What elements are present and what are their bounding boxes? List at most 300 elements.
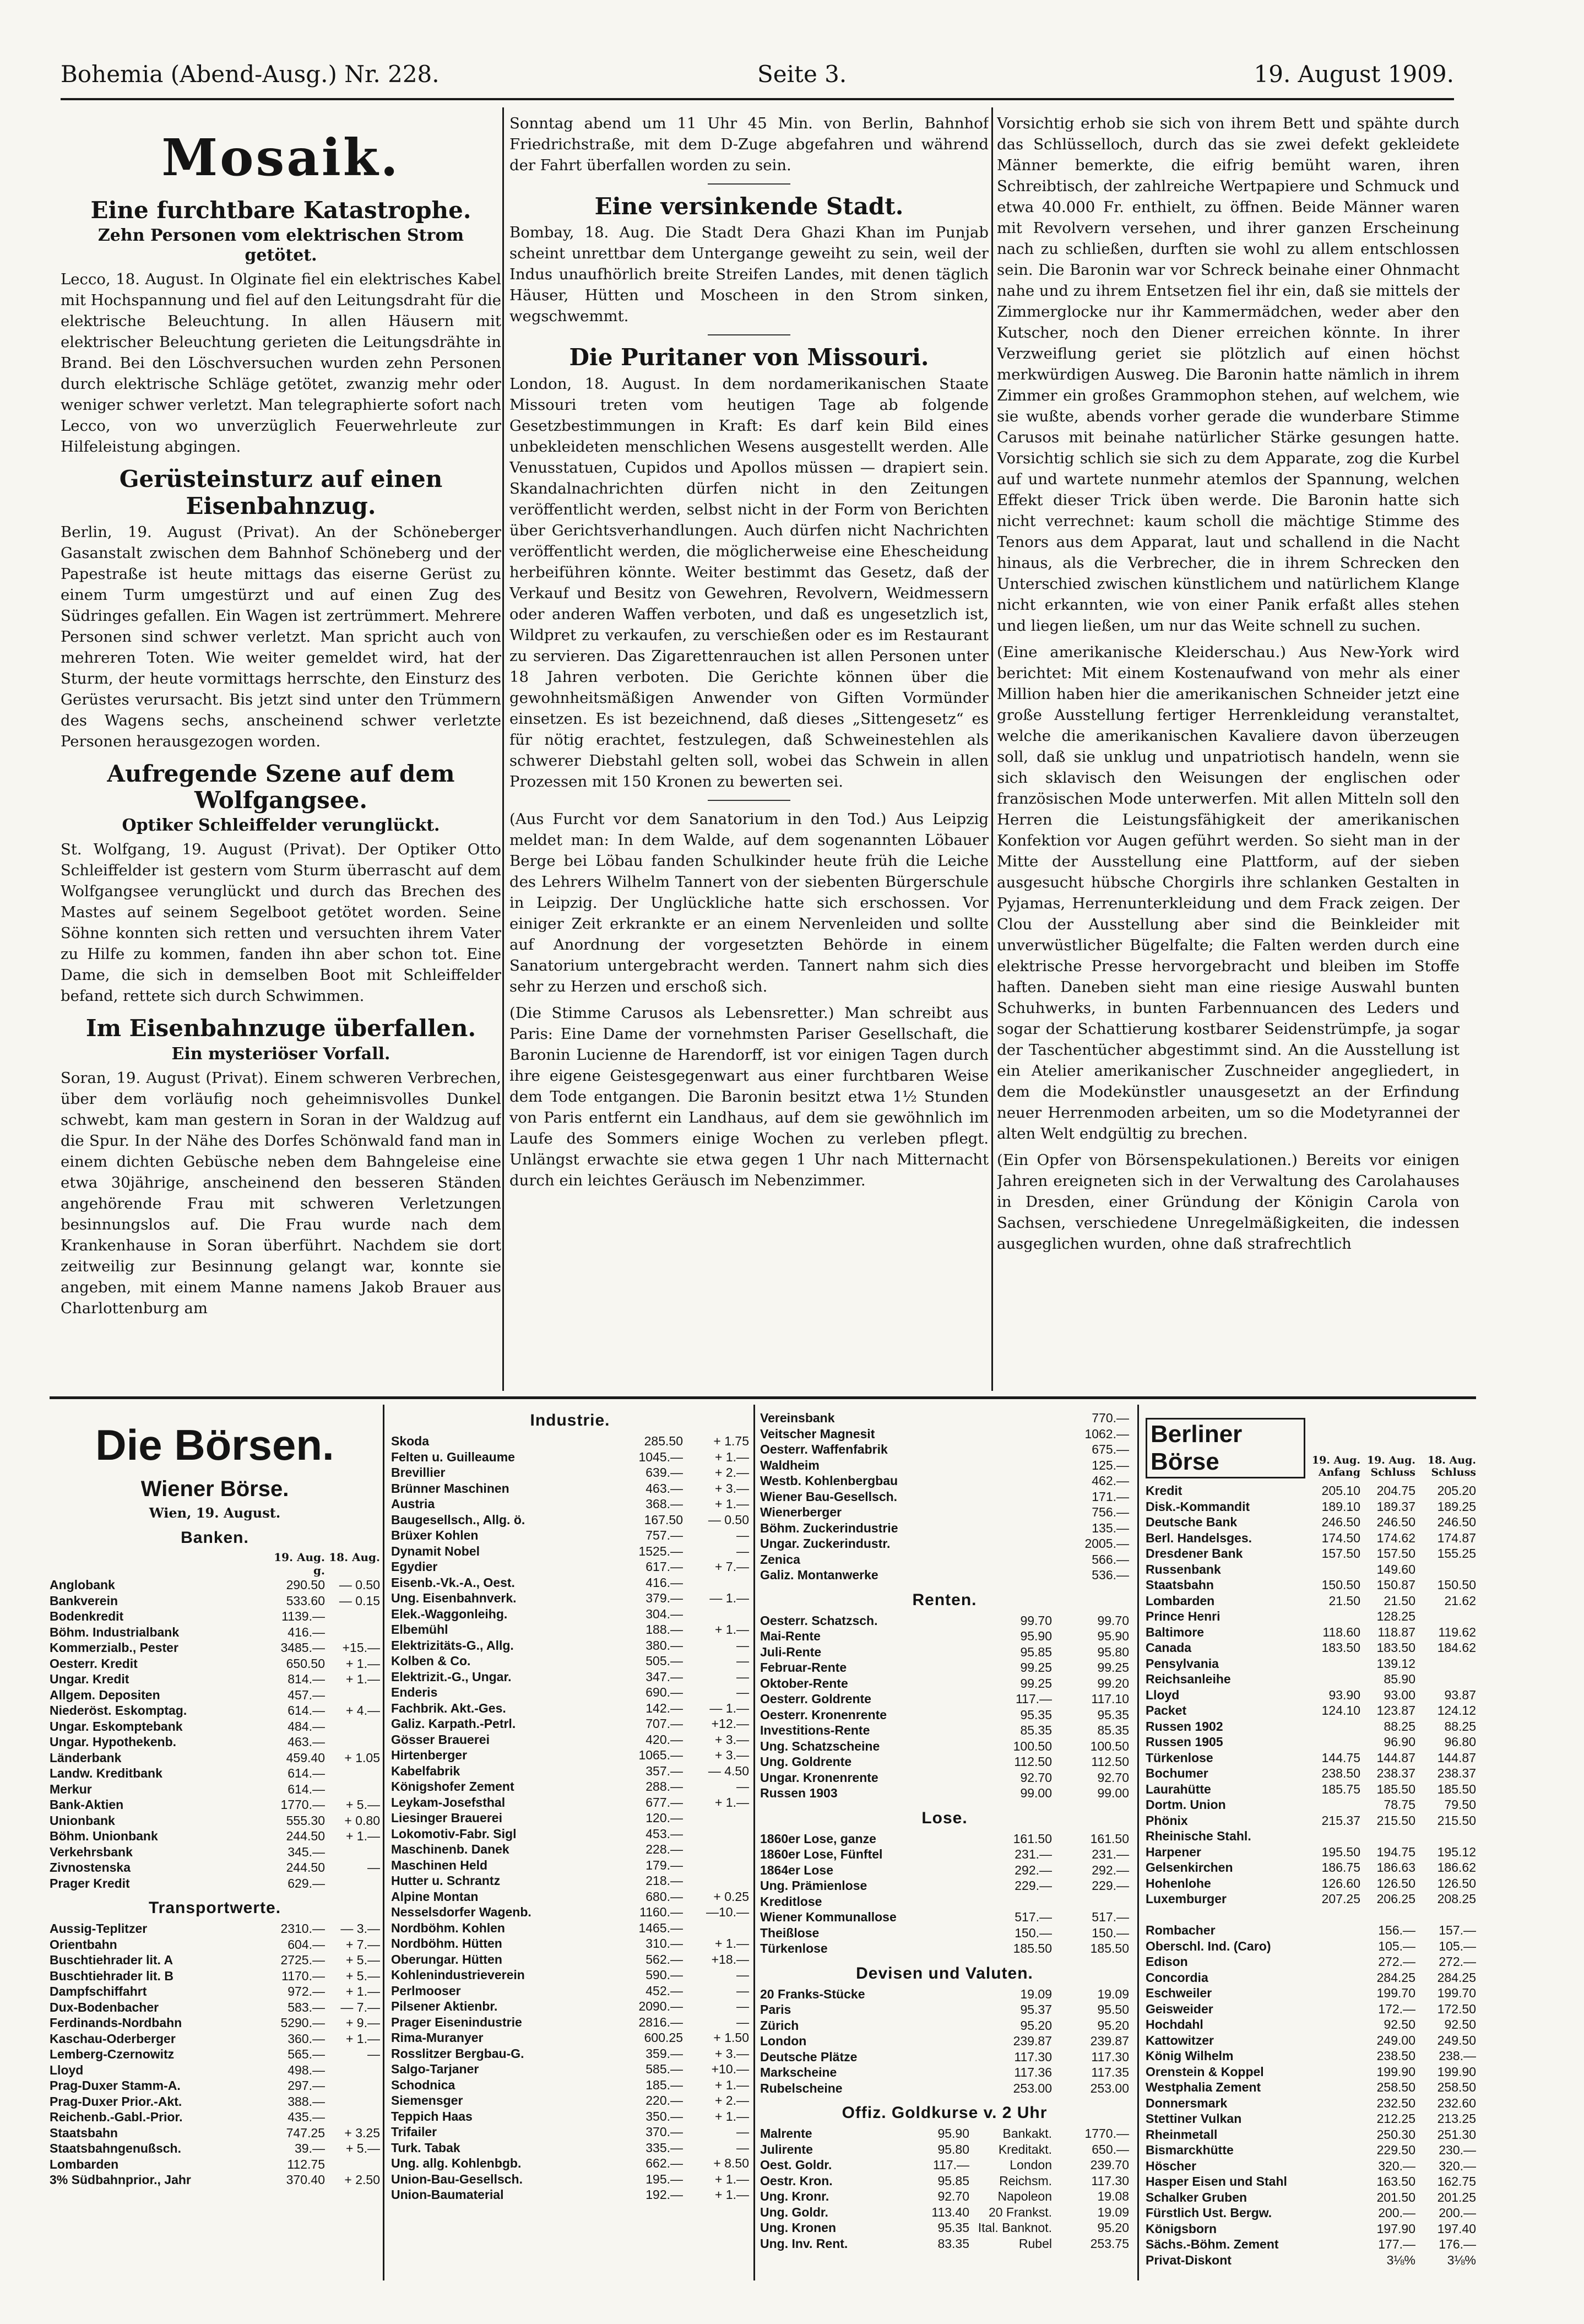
- quote-row: [1146, 1985, 1476, 2001]
- quote-row: [50, 1813, 380, 1829]
- quote-name: Julirente: [760, 2142, 813, 2157]
- quote-value: 174.62: [1376, 1530, 1415, 1545]
- quote-row: [50, 1921, 380, 1937]
- quote-row: [50, 1687, 380, 1703]
- article-text: Vorsichtig erhob sie sich von ihrem Bett und spähte durch das Schlüsselloch, durch das sie zwei defekt gekleidete Männer bemerkte, die eifrig bemüht waren, ihren Schreibtisch, der zahlreiche Wertpapiere und Schmuck und etwa 40.000 Fr. enthielt, zu öffnen. Beide Männer waren mit Revolvern versehen, und ihrer ganzen Erscheinung nach zu schließen, durften sie wohl zu allem entschlossen sein. Die Baronin war vor Schreck beinahe einer Ohnmacht nahe und zu ihrem Entsetzen fiel ihr ein, daß sie mittels der Zimmerglocke nur ihr Kammermädchen, weder aber den Kutscher, noch den Diener erreichen könnte. In ihrer Verzweiflung geriet sie plötzlich auf einen höchst merkwürdigen Ausweg. Die Baronin hatte nämlich in ihrem Zimmer ein großes Grammophon stehen, auf welchem, wie sie wußte, abends vorher gerade die wunderbare Stimme Carusos mit beinahe natürlicher Stärke gesungen hatte. Vorsichtig schlich sie sich zu dem Apparate, zog die Kurbel auf und wartete nunmehr atemlos der Spannung, welchen Effekt dieser Trick üben werde. Die Baronin hatte sich nicht verrechnet: kaum scholl die mächtige Stimme des Tenors aus dem Apparat, laut und schallend in die Nacht hinaus, als die Verbrecher, die in ihrem Schrecken den Unterschied zwischen künstlichem und natürlichem Klange nicht erkannten, wie von einer Panik erfaßt alles stehen und liegen ließen, um nur das Weite schnell zu suchen.: [997, 115, 1460, 635]
- quote-value: 207.25: [1321, 1892, 1360, 1906]
- quote-row: [760, 1986, 1129, 2002]
- article-subheadline: Zehn Personen vom elektrischen Strom getötet.: [97, 226, 464, 266]
- quote-row: [1146, 1781, 1476, 1797]
- quote-value: 199.70: [1437, 1986, 1476, 2000]
- quote-value: 85.90: [1384, 1672, 1415, 1686]
- column-header: 19. Aug. g. 18. Aug.: [274, 1551, 380, 1577]
- quote-name: Berl. Handelsges.: [1146, 1530, 1252, 1545]
- quote-row: [50, 1577, 380, 1593]
- quote-row: [391, 2077, 749, 2093]
- quote-value: 100.50: [1090, 1738, 1129, 1753]
- quote-value: 167.50: [644, 1512, 683, 1527]
- quote-name: Pensylvania: [1146, 1656, 1219, 1671]
- quote-value: 1770.—: [280, 1797, 325, 1812]
- quote-value: 231.—: [1015, 1847, 1052, 1861]
- quote-value: 2310.—: [280, 1921, 325, 1936]
- quote-value: 21.50: [1328, 1593, 1360, 1608]
- quote-value: 304.—: [645, 1606, 683, 1621]
- quote-value: 117.10: [1091, 1692, 1129, 1706]
- quote-value: 176.—: [1439, 2237, 1476, 2251]
- quote-row: [391, 2061, 749, 2077]
- quote-row: [1146, 1608, 1476, 1624]
- quote-name: Wiener Bau-Gesellsch.: [760, 1489, 898, 1504]
- separator: [708, 334, 790, 335]
- quote-row: [391, 1496, 749, 1512]
- quote-value: [1305, 2158, 1360, 2174]
- quote-name: Elek.-Waggonleihg.: [391, 1606, 508, 1621]
- quote-row: [1146, 2221, 1476, 2237]
- quote-row: [1146, 1671, 1476, 1687]
- quote-name: Perlmooser: [391, 1983, 461, 1998]
- quote-value: [325, 1876, 380, 1892]
- quote-value: — 0.50: [708, 1512, 749, 1527]
- quote-value: 757.—: [645, 1528, 683, 1542]
- quote-row: [50, 1656, 380, 1672]
- quote-value: 126.60: [1321, 1876, 1360, 1890]
- quote-row: [760, 2204, 1129, 2220]
- quote-row: [50, 1703, 380, 1719]
- quote-row: [1146, 2079, 1476, 2095]
- quote-value: 284.25: [1437, 1970, 1476, 1985]
- quote-value: 232.60: [1437, 2095, 1476, 2110]
- quote-value: 92.70: [1020, 1770, 1052, 1785]
- quote-name: Reichsanleihe: [1146, 1672, 1231, 1686]
- quote-value: [1305, 1938, 1360, 1954]
- quote-row: [1146, 1656, 1476, 1672]
- quote-row: [391, 1481, 749, 1497]
- quote-row: [391, 1826, 749, 1842]
- quote-value: 614.—: [287, 1766, 325, 1780]
- quote-value: [1305, 2236, 1360, 2252]
- quote-value: [683, 1857, 749, 1873]
- quote-value: 416.—: [287, 1624, 325, 1639]
- quote-value: 229.—: [1092, 1878, 1129, 1893]
- quote-value: 565.—: [287, 2047, 325, 2061]
- quote-value: —: [736, 1779, 749, 1794]
- quote-name: Oesterr. Waffenfabrik: [760, 1442, 888, 1456]
- quote-value: 650.50: [286, 1656, 325, 1671]
- quote-name: Türkenlose: [1146, 1750, 1213, 1765]
- quote-name: Landw. Kreditbank: [50, 1766, 162, 1780]
- quote-value: 95.50: [1097, 2002, 1129, 2017]
- quote-value: [1415, 1608, 1476, 1624]
- quote-name: Ungar. Hypothekenb.: [50, 1735, 177, 1749]
- section-title: Mosaik.: [161, 128, 400, 187]
- quote-name: Donnersmark: [1146, 2095, 1228, 2110]
- quote-row: [391, 1622, 749, 1638]
- devisen-list: [760, 1986, 1129, 2097]
- quote-name: Union-Bau-Gesellsch.: [391, 2171, 523, 2186]
- quote-name: Egydier: [391, 1559, 438, 1574]
- quote-value: 197.90: [1376, 2221, 1415, 2236]
- quote-value: 95.20: [1020, 2018, 1052, 2033]
- quote-value: 600.25: [644, 2030, 683, 2045]
- quote-value: [1415, 1671, 1476, 1687]
- quote-name: Höscher: [1146, 2158, 1197, 2173]
- quote-row: [391, 1433, 749, 1449]
- header-left: Bohemia (Abend-Ausg.) Nr. 228.: [61, 61, 440, 88]
- quote-value: 150.—: [1015, 1925, 1052, 1940]
- quote-row: [760, 1567, 1129, 1583]
- quote-name: Nordböhm. Hütten: [391, 1936, 502, 1951]
- quote-name: Hochdahl: [1146, 2017, 1203, 2032]
- quote-name: Merkur: [50, 1781, 92, 1796]
- quote-value: 92.50: [1384, 2017, 1415, 2032]
- quote-name: Theißlose: [760, 1925, 820, 1940]
- quote-row: [1146, 1765, 1476, 1781]
- quote-value: 126.50: [1437, 1876, 1476, 1890]
- quote-value: 144.75: [1321, 1750, 1360, 1765]
- quote-value: 453.—: [645, 1826, 683, 1841]
- quote-name: Bismarckhütte: [1146, 2143, 1234, 2157]
- quote-name: Anglobank: [50, 1578, 115, 1592]
- quote-name: Prager Kredit: [50, 1876, 130, 1890]
- quote-value: 95.85: [937, 2173, 969, 2188]
- quote-value: 93.00: [1384, 1687, 1415, 1702]
- quote-row: [50, 1624, 380, 1640]
- quote-value: 95.90: [1020, 1629, 1052, 1643]
- quote-value: [1305, 1828, 1360, 1844]
- quote-value: [1305, 2033, 1360, 2049]
- quote-row: [760, 1894, 1129, 1910]
- quote-name: Oestr. Kron.: [760, 2173, 833, 2188]
- quote-name: Oesterr. Schatzsch.: [760, 1613, 878, 1628]
- goldkurse-heading: Offiz. Goldkurse v. 2 Uhr: [842, 2104, 1048, 2122]
- quote-value: 185.50: [1376, 1781, 1415, 1796]
- quote-name: Turk. Tabak: [391, 2140, 460, 2155]
- quote-row: [50, 1734, 380, 1750]
- quote-name: Gösser Brauerei: [391, 1732, 490, 1747]
- quote-value: 149.60: [1376, 1562, 1415, 1577]
- quote-value: 1525.—: [638, 1543, 683, 1558]
- quote-name: Staatsbahngenußsch.: [50, 2141, 181, 2155]
- quote-name: Leykam-Josefsthal: [391, 1795, 506, 1810]
- quote-row: [1146, 1499, 1476, 1515]
- quote-row: [50, 1719, 380, 1735]
- industrie-heading: Industrie.: [530, 1411, 610, 1429]
- quote-row: [1146, 1860, 1476, 1876]
- quote-value: 162.75: [1437, 2174, 1476, 2188]
- quote-value: [969, 1504, 1052, 1520]
- quote-value: — 0.50: [339, 1578, 380, 1592]
- article-text: Lecco, 18. August. In Olginate fiel ein elektrisches Kabel mit Hochspannung und fiel auf den Leitungsdraht für die elektrische Beleuchtung. In allen Häusern mit elektrischer Beleuchtung gerieten die Leitungsdrähte in Brand. Bei den Löschversuchen wurden zehn Personen durch elektrische Schläge getötet, zwanzig mehr oder weniger schwer verletzt. Man telegraphierte sofort nach Lecco, von wo unverzüglich Feuerwehrleute zur Hilfeleistung abgingen.: [61, 270, 501, 456]
- quote-name: [1146, 1907, 1305, 1923]
- quote-name: Buschtiehrader lit. B: [50, 1968, 173, 1983]
- article-text: London, 18. August. In dem nordamerikanischen Staate Missouri treten vom heutigen Tage ab folgende Gesetzbestimmungen in Kraft: Es darf kein Bild eines unbekleideten menschlichen Wesens ausgestellt werden. Alle Venusstatuen, Cupidos und Apollos müssen — drapiert sein. Skandalnachrichten dürfen nicht in den Zeitungen veröffentlicht werden, selbst nicht in der Form von Berichten über Gerichtsverhandlungen. Auch dürfen nicht Nachrichten veröffentlicht werden, die möglicherweise eine Ehescheidung herbeiführen könnte. Weiter bestimmt das Gesetz, daß der Verkauf und Besitz von Gewehren, Revolvern, Weidmessern oder anderen Waffen verboten, und daß es ungesetzlich ist, Wildpret zu verkaufen, zu verschießen oder es im Restaurant zu servieren. Das Zigarettenrauchen ist allen Personen unter 18 Jahren verboten. Die Gerichte können über die gewohnheitsmäßigen Anwender von Giften Vormünder einsetzen. Es ist bezeichnend, daß dieses „Sittengesetz“ es für nötig erachtet, festzulegen, daß Schweinestehlen als schwerer Diebstahl gelten soll, wobei das Schwein in allen Prozessen mit 150 Kronen zu bewerten sei.: [509, 375, 989, 790]
- quote-value: —: [736, 1654, 749, 1668]
- quote-value: 197.40: [1437, 2221, 1476, 2236]
- article-text: (Ein Opfer von Börsenspekulationen.) Bereits vor einigen Jahren ereigneten sich in der Verwaltung des Carolahauses in Dresden, einer Gründung der Königin Carola von Sachsen, verschiedene Unregelmäßigkeiten, die indessen ausgeglichen wurden, ohne daß strafrechtlich: [997, 1151, 1460, 1253]
- quote-value: + 1.—: [714, 1497, 749, 1511]
- quote-row: [1146, 1687, 1476, 1703]
- quote-value: 19.09: [1097, 2204, 1129, 2219]
- quote-value: 238.—: [1439, 2049, 1476, 2063]
- quote-value: 292.—: [1092, 1862, 1129, 1877]
- quote-value: — 0.15: [339, 1593, 380, 1608]
- quote-row: [1146, 2001, 1476, 2017]
- quote-value: + 1.—: [714, 1449, 749, 1464]
- quote-name: Kreditlose: [760, 1894, 822, 1909]
- quote-row: [50, 2000, 380, 2016]
- quote-value: 484.—: [287, 1719, 325, 1733]
- quote-value: 416.—: [645, 1575, 683, 1590]
- quote-name: Böhm. Zuckerindustrie: [760, 1520, 898, 1535]
- quote-value: + 1.—: [714, 1936, 749, 1951]
- quote-value: [325, 2078, 380, 2094]
- quote-row: [391, 1998, 749, 2014]
- quote-value: —10.—: [706, 1905, 749, 1919]
- article-headline: Im Eisenbahnzuge überfallen.: [85, 1015, 476, 1042]
- quote-value: 360.—: [287, 2031, 325, 2046]
- article-headline: Gerüsteinsturz auf einen Eisenbahnzug.: [119, 465, 443, 519]
- quote-value: [683, 1826, 749, 1842]
- quote-value: 99.70: [1097, 1613, 1129, 1628]
- renten-list: [760, 1613, 1129, 1801]
- quote-value: 379.—: [645, 1591, 683, 1605]
- quote-value: 99.20: [1097, 1676, 1129, 1691]
- quote-value: 120.—: [645, 1811, 683, 1825]
- quote-row: [391, 1795, 749, 1811]
- quote-row: [1146, 1640, 1476, 1656]
- transport-heading: Transportwerte.: [148, 1899, 281, 1917]
- quote-value: 21.62: [1444, 1593, 1476, 1608]
- quote-value: [325, 2109, 380, 2125]
- quote-name: Geisweider: [1146, 2001, 1213, 2016]
- quote-name: Galiz. Karpath.-Petrl.: [391, 1716, 516, 1731]
- quote-name: Deutsche Plätze: [760, 2049, 858, 2064]
- quote-name: Böhm. Industrialbank: [50, 1624, 180, 1639]
- quote-value: + 3.—: [714, 1732, 749, 1747]
- quote-name: Hutter u. Schrantz: [391, 1873, 501, 1888]
- quote-name: Dresdener Bank: [1146, 1546, 1243, 1561]
- lose-list: [760, 1831, 1129, 1957]
- quote-row: [760, 2002, 1129, 2018]
- quote-row: [391, 2124, 749, 2140]
- quote-value: [1305, 2221, 1360, 2237]
- quote-value: 238.37: [1376, 1766, 1415, 1780]
- quote-value: 118.60: [1322, 1624, 1360, 1639]
- quote-value: —: [367, 1860, 380, 1875]
- quote-name: Mai-Rente: [760, 1629, 821, 1643]
- quote-name: Gelsenkirchen: [1146, 1860, 1233, 1875]
- quote-value: 285.50: [644, 1434, 683, 1448]
- quote-name: Kolben & Co.: [391, 1654, 471, 1668]
- quote-value: 188.—: [645, 1622, 683, 1637]
- quote-value: 161.50: [1090, 1831, 1129, 1846]
- quote-value: 205.20: [1437, 1483, 1476, 1498]
- wiener-boerse-date: Wien, 19. August.: [149, 1505, 281, 1521]
- industrie-continued-list: [760, 1410, 1129, 1583]
- quote-name: Eschweiler: [1146, 1986, 1212, 2000]
- quote-value: + 1.—: [345, 2031, 380, 2046]
- quote-value: 144.87: [1376, 1750, 1415, 1765]
- quote-row: [391, 1606, 749, 1622]
- quote-name: Prag-Duxer Stamm-A.: [50, 2078, 181, 2093]
- quote-row: [1146, 1797, 1476, 1813]
- quote-value: [325, 1765, 380, 1781]
- quote-name: Ung. Schatzscheine: [760, 1738, 880, 1753]
- quote-value: 345.—: [287, 1844, 325, 1859]
- quote-value: 125.—: [1092, 1458, 1129, 1472]
- quote-name: Brünner Maschinen: [391, 1481, 509, 1496]
- quote-value: [969, 1520, 1052, 1536]
- quote-value: London: [1010, 2158, 1052, 2172]
- quote-name: London: [760, 2034, 807, 2048]
- quote-value: + 2.—: [714, 1465, 749, 1480]
- quote-name: 1860er Lose, ganze: [760, 1831, 876, 1846]
- quote-row: [760, 2081, 1129, 2097]
- quote-value: — 1.—: [709, 1700, 749, 1715]
- quote-value: 239.87: [1013, 2034, 1052, 2048]
- quote-row: [760, 1520, 1129, 1536]
- quote-row: [50, 1750, 380, 1766]
- quote-name: 1860er Lose, Fünftel: [760, 1847, 883, 1861]
- quote-row: [50, 2141, 380, 2157]
- quote-value: [325, 2094, 380, 2110]
- quote-value: —: [736, 1999, 749, 2013]
- quote-value: [1305, 2017, 1360, 2033]
- quote-value: + 1.50: [713, 2030, 749, 2045]
- quote-value: 246.50: [1321, 1515, 1360, 1529]
- berliner-boerse-header: Berliner Börse 19. Aug. Anfang 19. Aug. Schluss 18. Aug. Schluss: [1146, 1418, 1476, 1478]
- quote-value: + 3.—: [714, 1748, 749, 1762]
- quote-row: [50, 2046, 380, 2062]
- quote-value: —: [736, 2014, 749, 2029]
- quote-value: 517.—: [1092, 1910, 1129, 1924]
- quote-value: 1465.—: [638, 1920, 683, 1935]
- quote-row: [760, 1504, 1129, 1520]
- quote-name: Westb. Kohlenbergbau: [760, 1474, 898, 1488]
- quote-value: 517.—: [1015, 1910, 1052, 1924]
- quote-value: 258.50: [1376, 2080, 1415, 2094]
- quote-value: 604.—: [287, 1937, 325, 1952]
- quote-value: 117.—: [1015, 1692, 1052, 1706]
- quote-value: 1045.—: [638, 1449, 683, 1464]
- quote-row: [1146, 2033, 1476, 2049]
- quote-row: [760, 1862, 1129, 1878]
- quote-row: [50, 2157, 380, 2173]
- quote-value: + 1.75: [713, 1434, 749, 1448]
- quote-row: [760, 1644, 1129, 1660]
- quote-value: [325, 1608, 380, 1624]
- quote-row: [1146, 1813, 1476, 1829]
- quote-name: Packet: [1146, 1703, 1187, 1718]
- quote-value: 388.—: [287, 2094, 325, 2109]
- quote-value: 347.—: [645, 1669, 683, 1684]
- quote-name: Kohlenindustrieverein: [391, 1968, 525, 1982]
- quote-value: 244.50: [286, 1829, 325, 1843]
- quote-value: + 8.50: [713, 2156, 749, 2170]
- quote-name: Oesterr. Goldrente: [760, 1692, 871, 1706]
- quote-value: 163.50: [1376, 2174, 1415, 2188]
- quote-value: + 5.—: [345, 1953, 380, 1967]
- quote-value: 93.90: [1328, 1687, 1360, 1702]
- quote-value: [1305, 2127, 1360, 2143]
- quote-value: 95.90: [1097, 1629, 1129, 1643]
- quote-name: Ungar. Eskomptebank: [50, 1719, 183, 1733]
- quote-row: [1146, 1734, 1476, 1750]
- quote-name: Luxemburger: [1146, 1892, 1227, 1906]
- lose-heading: Lose.: [921, 1808, 968, 1827]
- quote-name: Niederöst. Eskomptag.: [50, 1703, 187, 1718]
- quote-name: Waldheim: [760, 1458, 820, 1472]
- quote-value: 229.—: [1015, 1878, 1052, 1893]
- quote-value: + 0.25: [713, 1889, 749, 1904]
- quote-value: 583.—: [287, 2000, 325, 2014]
- quote-value: 650.—: [1092, 2142, 1129, 2157]
- quote-value: 690.—: [645, 1685, 683, 1699]
- quote-value: 195.12: [1437, 1844, 1476, 1859]
- quote-value: 1139.—: [281, 1609, 325, 1623]
- article-subheadline: Optiker Schleiffelder verunglückt.: [122, 816, 440, 836]
- quote-value: 284.25: [1376, 1970, 1415, 1985]
- quote-name: Ung. Kronr.: [760, 2189, 829, 2203]
- quote-name: Oktober-Rente: [760, 1676, 848, 1691]
- quote-value: 253.75: [1090, 2236, 1129, 2251]
- quote-row: [760, 1473, 1129, 1489]
- quote-row: [1146, 1922, 1476, 1938]
- quote-name: Markscheine: [760, 2065, 837, 2079]
- quote-value: 357.—: [645, 1763, 683, 1778]
- quote-value: 194.75: [1376, 1844, 1415, 1859]
- transport-list: [50, 1921, 380, 2188]
- quote-name: Wienerberger: [760, 1505, 842, 1519]
- quote-value: 157.50: [1376, 1546, 1415, 1561]
- quote-value: —: [736, 1968, 749, 1982]
- quote-value: 310.—: [645, 1936, 683, 1951]
- quote-value: + 1.—: [714, 2109, 749, 2123]
- quote-row: [760, 1754, 1129, 1770]
- quote-value: —: [736, 1528, 749, 1542]
- quote-value: 92.70: [1097, 1770, 1129, 1785]
- quote-value: [683, 1810, 749, 1826]
- quote-value: 290.50: [286, 1578, 325, 1592]
- quote-name: Union-Baumaterial: [391, 2187, 504, 2202]
- quote-row: [391, 1732, 749, 1748]
- quote-value: 117.30: [1091, 2173, 1129, 2188]
- quote-value: 1062.—: [1084, 1426, 1129, 1441]
- quote-value: 251.30: [1437, 2127, 1476, 2142]
- quote-value: 172.—: [1378, 2001, 1415, 2016]
- quote-value: + 3.—: [714, 1481, 749, 1496]
- quote-row: [391, 1810, 749, 1826]
- article-text: (Die Stimme Carusos als Lebensretter.) Man schreibt aus Paris: Eine Dame der vornehmsten Pariser Gesellschaft, die Baronin Lucienne de Harendorff, ist vor einigen Tagen durch ihre eigene Geistesgegenwart aus einer furchtbaren Weise dem Tode entgangen. Die Baronin besitzt etwa 1½ Stunden von Paris entfernt ein Landhaus, auf dem sie gewöhnlich im Laufe des Sommers einige Wochen zu verleben pflegt. Unlängst erwachte sie etwa gegen 1 Uhr nach Mitternacht durch ein leichtes Geräusch im Nebenzimmer.: [509, 1004, 989, 1189]
- quote-value: —: [736, 2140, 749, 2155]
- quote-value: 185.—: [645, 2077, 683, 2092]
- quote-value: 562.—: [645, 1952, 683, 1967]
- quote-value: 435.—: [287, 2110, 325, 2124]
- quote-value: 272.—: [1378, 1954, 1415, 1969]
- quote-value: 220.—: [645, 2093, 683, 2108]
- quote-value: 195.—: [645, 2171, 683, 2186]
- quote-name: Ung. Eisenbahnverk.: [391, 1591, 517, 1605]
- quote-value: 95.80: [937, 2142, 969, 2157]
- quote-value: 215.50: [1376, 1813, 1415, 1828]
- quote-row: [50, 1781, 380, 1797]
- quote-name: Oberschl. Ind. (Caro): [1146, 1938, 1271, 1953]
- quote-name: Deutsche Bank: [1146, 1515, 1238, 1529]
- separator: [708, 800, 790, 801]
- quote-row: [760, 1707, 1129, 1723]
- article-headline: Eine versinkende Stadt.: [594, 193, 904, 220]
- quote-row: [760, 2236, 1129, 2252]
